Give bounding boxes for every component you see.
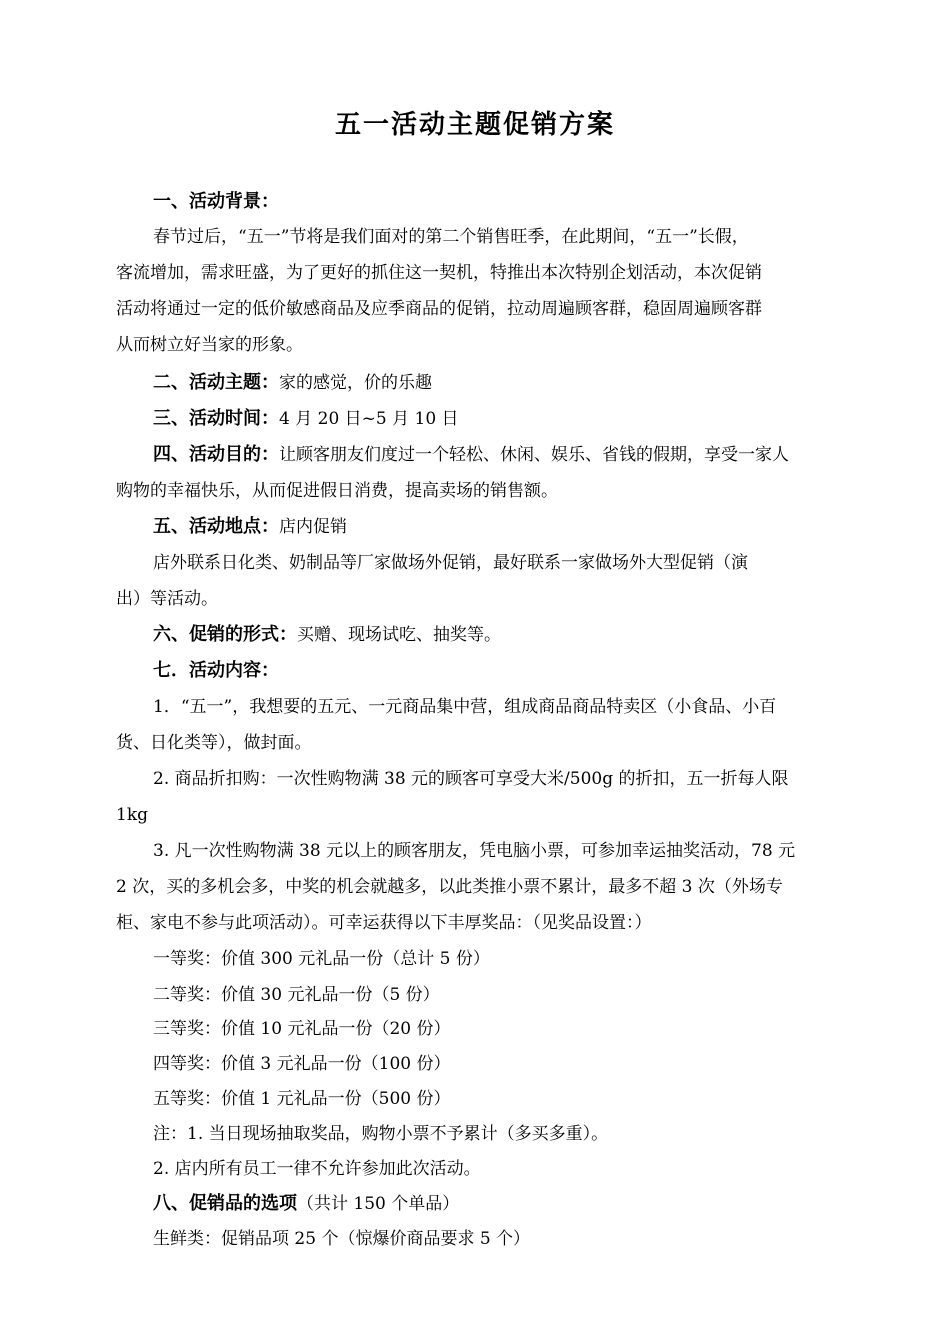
section-selection: 八、促销品的选项（共计 150 个单品） (153, 1193, 460, 1214)
section-purpose: 四、活动目的：让顾客朋友们度过一个轻松、休闲、娱乐、省钱的假期，享受一家人 (153, 444, 789, 465)
location-line-2: 出）等活动。 (116, 589, 218, 609)
prize-second: 二等奖：价值 30 元礼品一份（5 份） (153, 985, 440, 1005)
background-line-4: 从而树立好当家的形象。 (116, 335, 303, 355)
content-item-3-line-3: 柜、家电不参与此项活动）。可幸运获得以下丰厚奖品：（见奖品设置：） (116, 913, 652, 933)
location-line-1: 店外联系日化类、奶制品等厂家做场外促销，最好联系一家做场外大型促销（演 (153, 553, 748, 573)
content-item-2-line-1: 2. 商品折扣购：一次性购物满 38 元的顾客可享受大米/500g 的折扣，五一折每人限 (153, 769, 789, 789)
background-line-3: 活动将通过一定的低价敏感商品及应季商品的促销，拉动周遍顾客群，稳固周遍顾客群 (116, 299, 762, 319)
prize-first: 一等奖：价值 300 元礼品一份（总计 5 份） (153, 949, 490, 969)
prize-fifth: 五等奖：价值 1 元礼品一份（500 份） (153, 1089, 451, 1109)
selection-fresh: 生鲜类：促销品项 25 个（惊爆价商品要求 5 个） (153, 1229, 531, 1249)
content-item-3-line-2: 2 次，买的多机会多，中奖的机会就越多，以此类推小票不累计，最多不超 3 次（外场专 (116, 877, 783, 897)
section-content-heading: 七．活动内容： (153, 660, 279, 681)
note-1: 注：1. 当日现场抽取奖品，购物小票不予累计（多买多重）。 (153, 1124, 609, 1144)
background-line-2: 客流增加，需求旺盛，为了更好的抓住这一契机，特推出本次特别企划活动，本次促销 (116, 263, 762, 283)
content-item-1-line-1: 1．“五一”，我想要的五元、一元商品集中营，组成商品商品特卖区（小食品、小百 (153, 697, 777, 717)
prize-third: 三等奖：价值 10 元礼品一份（20 份） (153, 1019, 451, 1039)
section-theme: 二、活动主题：家的感觉，价的乐趣 (153, 372, 432, 393)
prize-fourth: 四等奖：价值 3 元礼品一份（100 份） (153, 1054, 451, 1074)
page-title: 五一活动主题促销方案 (334, 110, 615, 140)
purpose-line-2: 购物的幸福快乐，从而促进假日消费，提高卖场的销售额。 (116, 481, 558, 501)
section-time: 三、活动时间：4 月 20 日~5 月 10 日 (153, 408, 459, 429)
content-item-1-line-2: 货、日化类等），做封面。 (116, 733, 312, 753)
section-forms: 六、促销的形式：买赠、现场试吃、抽奖等。 (153, 624, 501, 645)
content-item-2-line-2: 1kg (116, 805, 148, 825)
content-item-3-line-1: 3. 凡一次性购物满 38 元以上的顾客朋友，凭电脑小票，可参加幸运抽奖活动，78 元 (153, 841, 796, 861)
section-location: 五、活动地点：店内促销 (153, 516, 347, 537)
background-line-1: 春节过后，“五一”节将是我们面对的第二个销售旺季，在此期间，“五一”长假， (153, 227, 749, 247)
note-2: 2. 店内所有员工一律不允许参加此次活动。 (153, 1159, 481, 1179)
section-background-heading: 一、活动背景： (153, 191, 279, 212)
